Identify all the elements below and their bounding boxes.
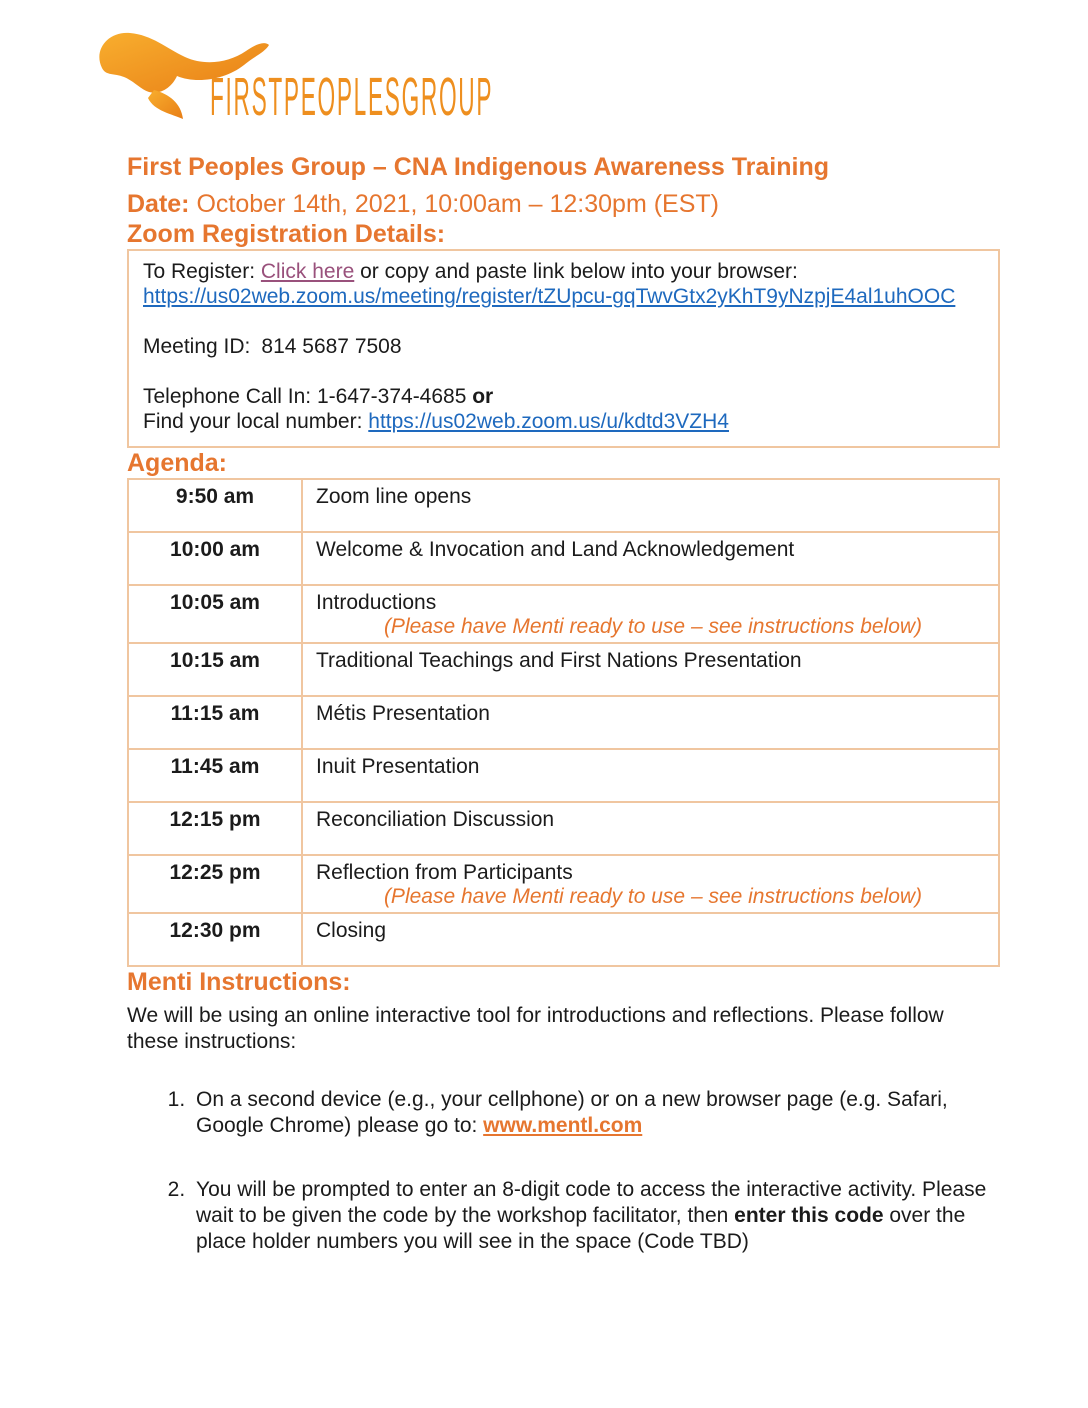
menti-heading: Menti Instructions: (127, 968, 351, 996)
agenda-row (128, 643, 999, 696)
meeting-id-value: 814 5687 7508 (261, 335, 402, 358)
menti-step-2 (191, 1177, 996, 1255)
agenda-item: Welcome & Invocation and Land Acknowledgement (316, 538, 795, 561)
spacer (143, 309, 984, 334)
agenda-item: Reconciliation Discussion (316, 808, 555, 831)
agenda-item: Traditional Teachings and First Nations Presentation (316, 649, 802, 672)
agenda-heading: Agenda: (127, 449, 227, 477)
agenda-time: 12:15 pm (128, 802, 302, 855)
agenda-item-cell (302, 855, 999, 913)
date-label: Date: (127, 190, 190, 218)
date-value: October 14th, 2021, 10:00am – 12:30pm (EST) (189, 190, 719, 218)
register-url-link[interactable]: https://us02web.zoom.us/meeting/register/tZUpcu-gqTwvGtx2yKhT9yNzpjE4al1uhOOC (143, 285, 956, 308)
agenda-note: (Please have Menti ready to use – see instructions below) (383, 885, 923, 908)
agenda-item: Closing (316, 919, 387, 942)
register-suffix: or copy and paste link below into your browser: (354, 260, 798, 283)
meeting-id-label: Meeting ID: (143, 335, 251, 358)
agenda-row (128, 532, 999, 585)
agenda-row (128, 585, 999, 643)
date-line (127, 189, 1000, 219)
agenda-item: Métis Presentation (316, 702, 490, 725)
agenda-time: 10:15 am (128, 643, 302, 696)
step2-text-a: You will be prompted to enter an 8-digit code to access the interactive activity. Please wait to be given the code by the workshop facilitator, then (196, 1178, 987, 1227)
agenda-item: Introductions (316, 591, 437, 614)
agenda-item: Inuit Presentation (316, 755, 480, 778)
telephone-line (143, 384, 984, 409)
content-column (127, 152, 1000, 1293)
register-line (143, 259, 984, 284)
agenda-row (128, 479, 999, 532)
agenda-item-cell (302, 749, 999, 802)
step1-text: On a second device (e.g., your cellphone) or on a new browser page (e.g. Safari, Google Chrome) please go to: (196, 1088, 948, 1137)
logo-wordmark: FIRSTPEOPLESGROUP (210, 67, 494, 127)
step2-text-b: over the place holder numbers you will see in the space (Code TBD) (196, 1204, 966, 1253)
agenda-time: 11:45 am (128, 749, 302, 802)
agenda-item-cell (302, 802, 999, 855)
agenda-time: 9:50 am (128, 479, 302, 532)
click-here-link[interactable]: Click here (260, 260, 355, 283)
agenda-row (128, 749, 999, 802)
agenda-row (128, 855, 999, 913)
agenda-item-cell (302, 479, 999, 532)
menti-step-1 (191, 1087, 996, 1139)
agenda-time: 11:15 am (128, 696, 302, 749)
page-title: First Peoples Group – CNA Indigenous Awareness Training (127, 153, 829, 181)
telephone-text: Telephone Call In: 1-647-374-4685 (143, 385, 473, 408)
agenda-note: (Please have Menti ready to use – see instructions below) (383, 615, 923, 638)
telephone-or: or (472, 385, 494, 408)
agenda-row (128, 802, 999, 855)
agenda-time: 12:30 pm (128, 913, 302, 966)
agenda-item-cell (302, 585, 999, 643)
agenda-item-cell (302, 913, 999, 966)
menti-site-link[interactable]: www.mentl.com (483, 1114, 643, 1137)
agenda-time: 10:00 am (128, 532, 302, 585)
agenda-row (128, 913, 999, 966)
agenda-row (128, 696, 999, 749)
agenda-item-cell (302, 643, 999, 696)
agenda-table (127, 478, 1000, 967)
menti-intro: We will be using an online interactive tool for introductions and reflections. Please follow these instructions: (127, 1004, 944, 1053)
agenda-time: 12:25 pm (128, 855, 302, 913)
agenda-item-cell (302, 532, 999, 585)
agenda-item-cell (302, 696, 999, 749)
local-number-link[interactable]: https://us02web.zoom.us/u/kdtd3VZH4 (368, 410, 729, 433)
local-number-line (143, 409, 984, 434)
agenda-time: 10:05 am (128, 585, 302, 643)
registration-heading: Zoom Registration Details: (127, 220, 446, 248)
agenda-table-body (128, 479, 999, 966)
local-number-label: Find your local number: (143, 410, 369, 433)
agenda-item: Reflection from Participants (316, 861, 573, 884)
register-prefix: To Register: (143, 260, 261, 283)
spacer (143, 359, 984, 384)
agenda-item: Zoom line opens (316, 485, 472, 508)
meeting-id-line (143, 334, 984, 359)
logo (92, 26, 512, 136)
step2-bold: enter this code (734, 1204, 884, 1227)
registration-box (127, 249, 1000, 448)
register-url-line (143, 284, 984, 309)
menti-steps (127, 1087, 1000, 1255)
